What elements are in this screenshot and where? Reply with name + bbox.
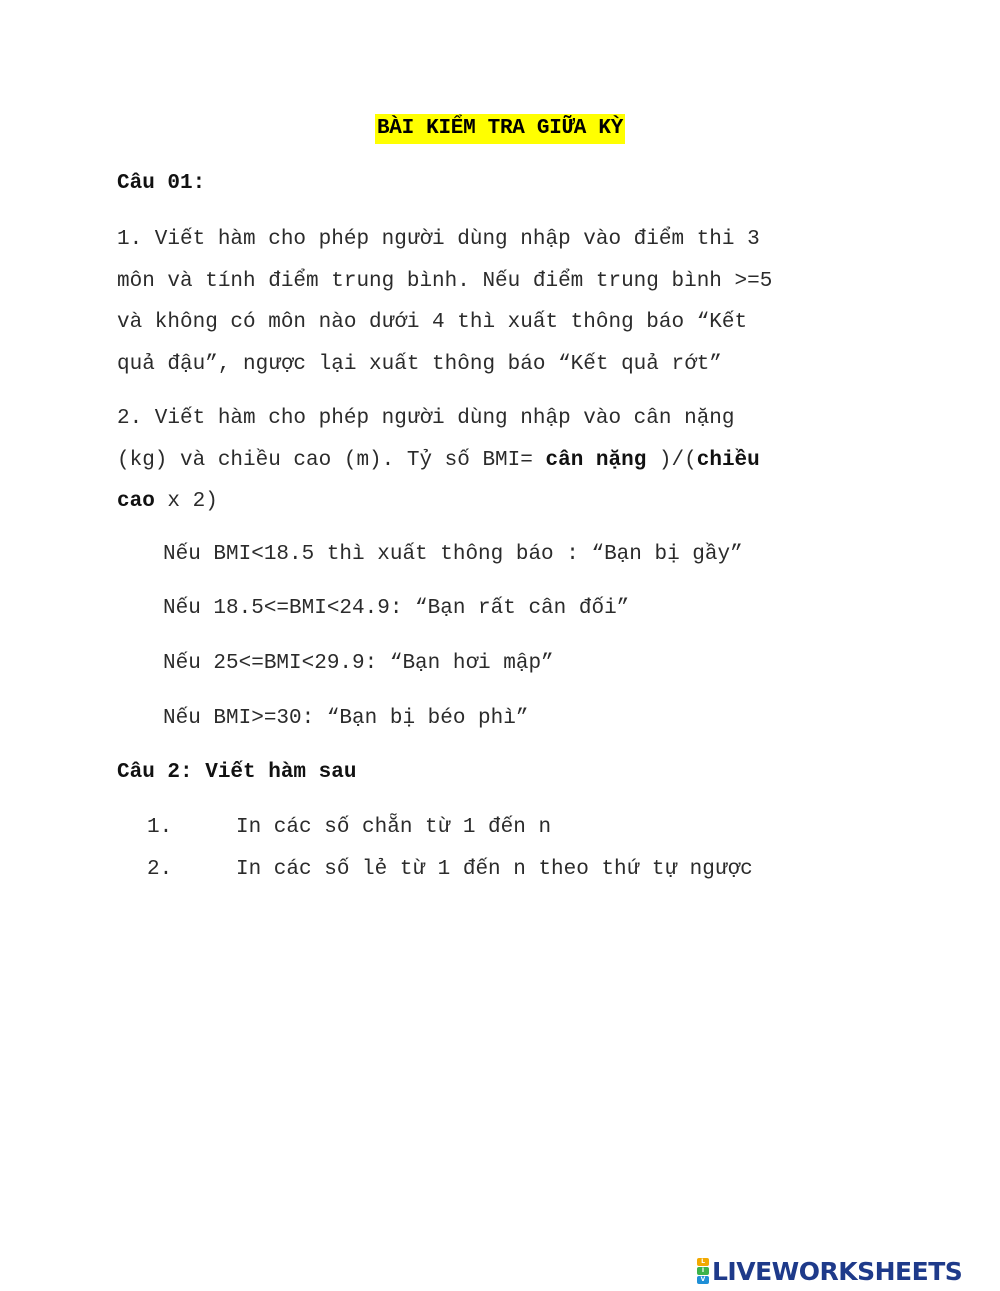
bmi-condition-3: Nếu 25<=BMI<29.9: “Bạn hơi mập” [163, 652, 554, 675]
question-1-item-1 [117, 219, 897, 385]
item-1-line: và không có môn nào dưới 4 thì xuất thông báo “Kết [117, 311, 748, 334]
page-title: BÀI KIỂM TRA GIỮA KỲ [375, 114, 625, 144]
liveworksheets-logo-icon [697, 1258, 709, 1284]
list-item-text: In các số lẻ từ 1 đến n theo thứ tự ngược [236, 858, 753, 881]
item-2-line-3-text: x 2) [154, 490, 218, 513]
item-2-line-2-operator: )/( [646, 448, 697, 472]
bmi-condition-4: Nếu BMI>=30: “Bạn bị béo phì” [163, 707, 529, 730]
question-1-item-2 [117, 398, 897, 523]
title-container [0, 114, 1000, 144]
item-1-line: 1. Viết hàm cho phép người dùng nhập vào điểm thi 3 [117, 228, 760, 251]
item-1-line: môn và tính điểm trung bình. Nếu điểm trung bình >=5 [117, 269, 773, 293]
question-2-heading: Câu 2: Viết hàm sau [117, 761, 357, 784]
logo-letter: L [697, 1258, 709, 1266]
bmi-weight-term: cân nặng [545, 448, 647, 472]
logo-letter: I [697, 1267, 709, 1275]
item-2-line-1: 2. Viết hàm cho phép người dùng nhập vào cân nặng [117, 407, 735, 430]
question-2-list-item [147, 858, 753, 881]
liveworksheets-watermark [697, 1255, 962, 1287]
watermark-text: LIVEWORKSHEETS [712, 1256, 963, 1286]
bmi-condition-2: Nếu 18.5<=BMI<24.9: “Bạn rất cân đối” [163, 597, 630, 620]
list-item-text: In các số chẵn từ 1 đến n [236, 816, 552, 839]
bmi-height-term: chiều [696, 448, 760, 472]
item-1-line: quả đậu”, ngược lại xuất thông báo “Kết quả rớt” [117, 352, 722, 376]
logo-letter: V [697, 1276, 709, 1284]
item-2-line-2-text: (kg) và chiều cao (m). Tỷ số BMI= [117, 448, 546, 472]
question-2-list-item [147, 816, 551, 839]
bmi-height-term-cont: cao [117, 490, 155, 513]
list-item-number: 1. [147, 816, 173, 839]
list-item-number: 2. [147, 858, 173, 881]
question-1-heading: Câu 01: [117, 172, 206, 195]
bmi-condition-1: Nếu BMI<18.5 thì xuất thông báo : “Bạn bị gầy” [163, 543, 743, 566]
